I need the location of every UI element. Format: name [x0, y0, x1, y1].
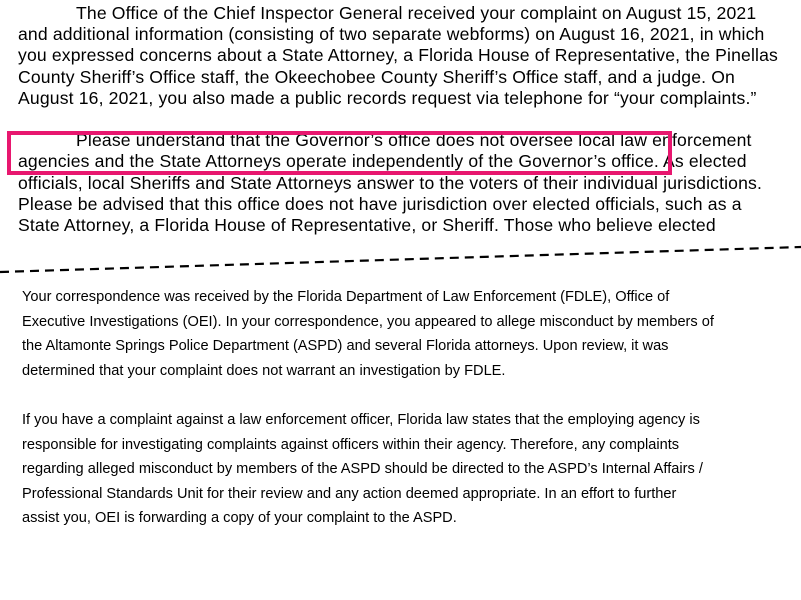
bottom-paragraph-2: If you have a complaint against a law enforcement officer, Florida law states that the employing agency is responsible for investigating complaints against officers within their agency. Therefore, any complaints regarding alleged misconduct by members of the ASPD should be directed to the ASPD’s Internal Affairs / Professional Standards Unit for their review and any action deemed appropriate. In an effort to further assist you, OEI is forwarding a copy of your complaint to the ASPD. — [22, 411, 703, 527]
bottom-paragraph-1: Your correspondence was received by the Florida Department of Law Enforcement (FDLE), Office of Executive Investigations (OEI). In your correspondence, you appeared to allege misconduct by members of the Altamonte Springs Police Department (ASPD) and several Florida attorneys. Upon review, it was determined that your complaint does not warrant an investigation by FDLE. — [22, 289, 714, 379]
top-paragraph-2: Please understand that the Governor’s office does not oversee local law enforcement agencies and the State Attorneys operate independently of the Governor’s office. As elected officials, local Sheriffs and State Attorneys answer to the voters of their individual jurisdictions. Please be advised that this office does not have jurisdiction over elected officials, such as a State Attorney, a Florida House of Representative, or Sheriff. Those who believe elected — [18, 130, 763, 236]
tear-line-divider — [0, 243, 801, 275]
top-letter-excerpt — [18, 3, 801, 243]
top-paragraph-1: The Office of the Chief Inspector General received your complaint on August 15, 2021 and additional information (consisting of two separate webforms) on August 16, 2021, in which you expressed concerns about a State Attorney, a Florida House of Representative, the Pinellas County Sheriff’s Office staff, the Okeechobee County Sheriff’s Office staff, and a judge. On August 16, 2021, you also made a public records request via telephone for “your complaints.” — [18, 3, 778, 108]
bottom-letter-excerpt — [22, 285, 797, 531]
